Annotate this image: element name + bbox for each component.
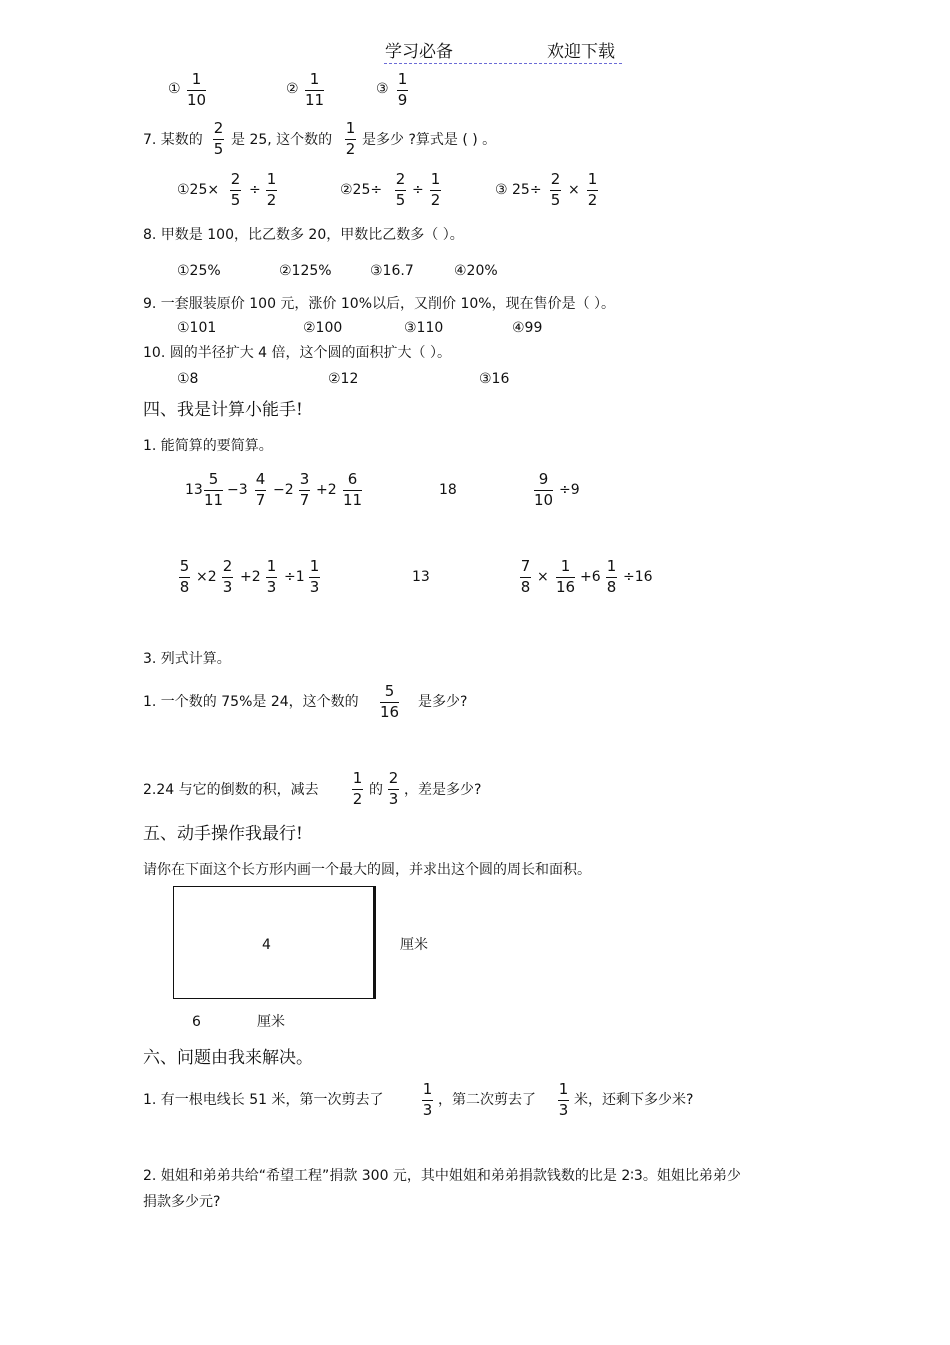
q6-opt1-fraction: 1 10 [187,70,207,109]
lieshi-p2-frac-1: 1 2 [352,769,363,808]
q7-opt1-lead: ①25× [177,182,220,198]
section5-title: 五、动手操作我最行! [143,824,303,844]
e4-frac-2: 1 16 [556,557,576,596]
e4-frac-3: 1 8 [606,557,617,596]
q10-opt3: ③16 [479,371,510,387]
q8-opt3: ③16.7 [370,263,414,279]
e1-frac-1: 5 11 [204,470,224,509]
e1-frac-3: 3 7 [299,470,310,509]
q9-stem: 9. 一套服装原价 100 元，涨价 10%以后，又削价 10%，现在售价是（ ）。 [143,296,616,312]
lieshi-p2-post: ，差是多少? [404,782,482,798]
q7-prefix: 7. 某数的 [143,132,203,148]
e1-op1: −3 [227,482,248,498]
q6-opt3-fraction: 1 9 [397,70,408,109]
lieshi-p1-pre: 1. 一个数的 75%是 24，这个数的 [143,694,359,710]
q7-middle: 是 25, 这个数的 [231,132,333,148]
rect-height-value: 4 [262,937,271,953]
e4-op2: +6 [580,569,601,585]
q7-opt2-frac-a: 2 5 [395,170,406,209]
lieshi-p2-frac-2: 2 3 [388,769,399,808]
e1-frac-2: 4 7 [255,470,266,509]
q8-stem: 8. 甲数是 100，比乙数多 20，甲数比乙数多（ ）。 [143,227,464,243]
header-left: 学习必备 [385,42,453,62]
q7-opt3-lead: ③ 25÷ [495,182,542,198]
q7-opt3-times: × [568,182,580,198]
q7-opt2-frac-b: 1 2 [430,170,441,209]
q6-opt2-marker: ② [286,81,299,97]
q9-opt2: ②100 [303,320,343,336]
q6-opt1-marker: ① [168,81,181,97]
lieshi-p2-pre: 2.24 与它的倒数的积，减去 [143,782,319,798]
e3-op2: +2 [240,569,261,585]
q10-opt2: ②12 [328,371,359,387]
rectangle-figure [173,886,376,999]
q9-opt4: ④99 [512,320,543,336]
e3b-value: 13 [412,569,430,585]
q7-opt1-frac-b: 1 2 [266,170,277,209]
q10-stem: 10. 圆的半径扩大 4 倍，这个圆的面积扩大（ ）。 [143,345,451,361]
header-right: 欢迎下载 [547,42,615,62]
q8-opt2: ②125% [279,263,332,279]
q7-opt2-div: ÷ [412,182,424,198]
q6-opt2-fraction: 1 11 [305,70,325,109]
q7-opt3-frac-b: 1 2 [587,170,598,209]
q7-opt1-div: ÷ [249,182,261,198]
q7-opt1-frac-a: 2 5 [230,170,241,209]
q8-opt1: ①25% [177,263,221,279]
e4-tail: ÷16 [623,569,653,585]
e1-op2: −2 [273,482,294,498]
q7-suffix: 是多少 ?算式是 ( ) 。 [362,132,497,148]
e1-whole: 13 [185,482,203,498]
q8-opt4: ④20% [454,263,498,279]
rect-height-unit: 厘米 [400,937,428,953]
rect-width-unit: 厘米 [257,1014,285,1030]
s6-p2-line1: 2. 姐姐和弟弟共给“希望工程”捐款 300 元，其中姐姐和弟弟捐款钱数的比是 2∶3。姐姐比弟弟少 [143,1168,741,1184]
q7-fraction-2: 1 2 [345,119,356,158]
section4-title: 四、我是计算小能手! [143,400,303,420]
q9-opt3: ③110 [404,320,444,336]
q7-opt2-lead: ②25÷ [340,182,383,198]
e3-op1: ×2 [196,569,217,585]
q10-opt1: ①8 [177,371,199,387]
s6-p1-mid: ，第二次剪去了 [438,1092,536,1108]
s6-p2-line2: 捐款多少元? [143,1194,221,1210]
section6-title: 六、问题由我来解决。 [143,1048,313,1068]
e2-tail: ÷9 [559,482,580,498]
e3-frac-1: 5 8 [179,557,190,596]
e3-op3: ÷1 [284,569,305,585]
e1-op3: +2 [316,482,337,498]
s6-p1-frac-1: 1 3 [422,1080,433,1119]
e4-op1: × [537,569,549,585]
s6-p1-pre: 1. 有一根电线长 51 米，第一次剪去了 [143,1092,384,1108]
e3-frac-3: 1 3 [266,557,277,596]
s6-p1-frac-2: 1 3 [558,1080,569,1119]
lieshi-p1-frac: 5 16 [380,682,400,721]
e3-frac-4: 1 3 [309,557,320,596]
e1b-value: 18 [439,482,457,498]
e4-frac-1: 7 8 [520,557,531,596]
lieshi-p2-mid: 的 [369,782,383,798]
section5-instruction: 请你在下面这个长方形内画一个最大的圆，并求出这个圆的周长和面积。 [143,862,591,878]
q6-opt3-marker: ③ [376,81,389,97]
header-divider [384,63,622,64]
rect-width-value: 6 [192,1014,201,1030]
section4-sub3: 3. 列式计算。 [143,651,231,667]
e2-frac: 9 10 [534,470,554,509]
q7-fraction-1: 2 5 [213,119,224,158]
e1-frac-4: 6 11 [343,470,363,509]
q9-opt1: ①101 [177,320,217,336]
e3-frac-2: 2 3 [222,557,233,596]
section4-sub1: 1. 能简算的要简算。 [143,438,273,454]
s6-p1-post: 米，还剩下多少米? [574,1092,694,1108]
q7-opt3-frac-a: 2 5 [550,170,561,209]
lieshi-p1-post: 是多少? [418,694,468,710]
